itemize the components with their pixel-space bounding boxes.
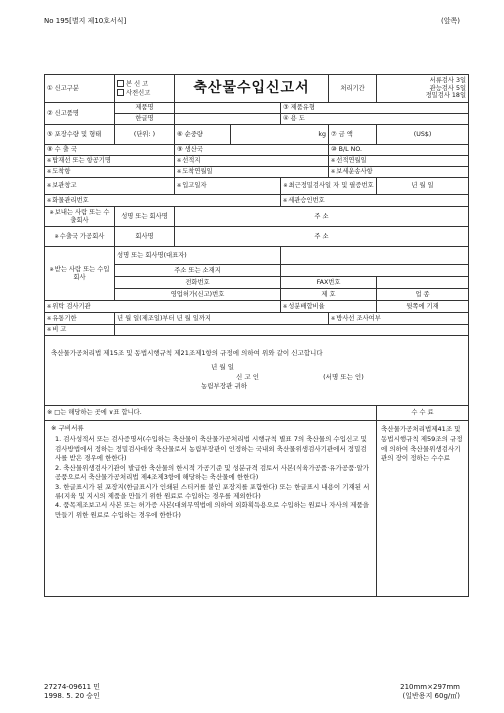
- checkbox-icon[interactable]: [117, 80, 124, 87]
- footer-left: 27274-09611 민 1998. 5. 20 승인: [44, 683, 101, 701]
- product-name-field[interactable]: [175, 103, 281, 114]
- check-note: ※ □는 해당하는 곳에 ∨표 합니다.: [45, 406, 377, 421]
- receiver-license-number[interactable]: 제 호: [281, 289, 377, 301]
- loading-date-label: ※선적연월일: [329, 156, 469, 167]
- product-name-label: ② 신고품명: [45, 103, 115, 125]
- form-number: No 195[별지 제10호서식]: [44, 17, 127, 25]
- arrival-date-label: ※도착연월일: [175, 167, 329, 178]
- storage-date-label: ※입고일자: [175, 178, 281, 195]
- net-weight-label: ⑥ 순중량: [175, 125, 231, 145]
- exporter-name-label: 회사명: [115, 227, 175, 247]
- sign-reporter-label: 신 고 인: [236, 372, 259, 381]
- delegate-inspection-label: ※위탁 검사기관: [45, 301, 281, 313]
- cargo-number-label: ※화물관리번호: [45, 195, 281, 207]
- export-country-label: ⑧ 수 출 국: [45, 145, 175, 156]
- receiver-name-label: 성명 또는 회사명(대표자): [115, 247, 281, 265]
- recent-inspection-label: ※최근정밀검사일 자 및 필증번호: [281, 178, 377, 195]
- korean-name-sub: 한글명: [115, 114, 175, 125]
- vessel-label: ※탑재선 또는 항공기명: [45, 156, 175, 167]
- page-header: [44, 16, 460, 28]
- net-weight-unit[interactable]: kg: [231, 125, 329, 145]
- sender-label: ※보내는 사람 또는 수출회사: [45, 207, 115, 227]
- signature-field[interactable]: (서명 또는 인): [323, 372, 364, 381]
- korean-name-field[interactable]: [175, 114, 281, 125]
- storage-label: ※보관창고: [45, 178, 175, 195]
- document-item: 4. 품목제조보고서 사본 또는 허가증 사본(대외무역법에 의하여 외화획득용으로 수입하는 원료나 자사의 제품을 만들기 위한 원료로 수입하는 경우에 한한다): [55, 501, 370, 519]
- shelf-life-label: ※유통기한: [45, 313, 115, 325]
- remarks-field[interactable]: [115, 325, 469, 336]
- form-title: 축산물수입신고서: [175, 75, 329, 103]
- declaration-type-label: ① 신고구분: [45, 75, 115, 103]
- remarks-label: ※비 고: [45, 325, 115, 336]
- sender-name-label: 성명 또는 회사명: [115, 207, 175, 227]
- shelf-life-range[interactable]: 년 월 일(제조일)부터 년 월 일까지: [115, 313, 329, 325]
- radiation-label: ※방사선 조사여부: [329, 313, 469, 325]
- receiver-phone-label: 전화번호: [115, 277, 281, 289]
- amount-label: ⑦ 금 액: [329, 125, 377, 145]
- checkbox-icon[interactable]: [117, 89, 124, 96]
- product-type-label: ③ 제품유형: [281, 103, 469, 114]
- attachment-note: 뒷쪽에 기재: [377, 301, 469, 313]
- document-item: 2. 축산물위생검사기관이 발급한 축산물의 한시적 가공기준 및 성분규격 검토서 사본(식육가공품·유가공품·알가공품으로서 축산물가공처리법 제4조제3항에 해당하는 축산물에 한한다): [55, 463, 370, 482]
- bl-number-label: ⑩ B/L NO.: [329, 145, 469, 156]
- required-documents: [45, 421, 377, 597]
- producer-country-label: ⑨ 생산국: [175, 145, 329, 156]
- required-documents-title: ※ 구비서류: [51, 424, 84, 432]
- exporter-label: ※수출국 가공회사: [45, 227, 115, 247]
- packaging-unit[interactable]: (단위: ): [115, 125, 175, 145]
- fee-description: 축산물가공처리법제41조 및 동법시행규칙 제59조의 규정에 의하여 축산물위생검사기관의 장이 정하는 수수료: [377, 421, 469, 597]
- declaration-statement-block: [45, 336, 469, 406]
- option-advance[interactable]: 사전신고: [117, 89, 172, 97]
- receiver-address-field[interactable]: [281, 265, 469, 277]
- exporter-address-label: 주 소: [175, 227, 469, 247]
- receiver-business-type: 업 종: [377, 289, 469, 301]
- sign-date[interactable]: 년 월 일: [211, 362, 234, 371]
- receiver-fax-label: FAX번호: [281, 277, 377, 289]
- loading-port-label: ※선적지: [175, 156, 329, 167]
- receiver-address-label: 주소 또는 소재지: [115, 265, 281, 277]
- receiver-license-label: 영업허가(신고)번호: [115, 289, 281, 301]
- processing-periods: 서류검사 3일 관능검사 5일 정밀검사 18일: [377, 75, 469, 103]
- component-ratio-label: ※성분배합비율: [281, 301, 377, 313]
- declaration-statement: 축산물가공처리법 제15조 및 동법시행규칙 제21조제1항의 규정에 의하여 위와 같이 신고합니다: [51, 349, 323, 357]
- receiver-name-field[interactable]: [281, 247, 469, 265]
- addressee: 농림부장관 귀하: [201, 382, 248, 391]
- declaration-type-options: [115, 75, 175, 103]
- packaging-label: ⑤ 포장수량 및 형태: [45, 125, 115, 145]
- bonded-transport-label: ※보세운송사항: [329, 167, 469, 178]
- customs-approval-label: ※세관승인번호: [281, 195, 469, 207]
- processing-period-label: 처리기간: [329, 75, 377, 103]
- arrival-port-label: ※도착항: [45, 167, 175, 178]
- recent-inspection-date[interactable]: 년 월 일: [377, 178, 469, 195]
- receiver-label: ※받는 사람 또는 수입회사: [45, 247, 115, 301]
- product-name-sub: 제품명: [115, 103, 175, 114]
- page-side: (앞쪽): [441, 17, 460, 25]
- document-item: 3. 한글표시가 된 포장지(한글표시가 인쇄된 스티커를 붙인 포장지를 포함한다) 또는 한글표시 내용이 기재된 서류(지육 및 지시의 제품을 만들기 위한 원료로 수입하는 경우를 제외한다): [55, 482, 370, 500]
- import-declaration-form: [44, 74, 468, 597]
- usage-label: ④ 용 도: [281, 114, 469, 125]
- option-main[interactable]: 본 신 고: [117, 80, 172, 88]
- footer-right: 210mm×297mm (일반용지 60g/㎡): [400, 683, 460, 701]
- fee-title: 수 수 료: [377, 406, 469, 421]
- sender-address-label: 주 소: [175, 207, 469, 227]
- receiver-fax-field[interactable]: [377, 277, 469, 289]
- document-item: 1. 검사성적서 또는 검사증명서(수입하는 축산물이 축산물가공처리법 시행규칙 별표 7의 축산물의 수입신고 및 검사방법에서 정하는 정밀검사대상 축산물로서 농림부장관이 인정하는 국내외 축산물위생검사기관에서 정밀검사를 받은 경우에 한한다): [55, 435, 367, 463]
- amount-unit[interactable]: (US$): [377, 125, 469, 145]
- sign-line: [51, 373, 462, 383]
